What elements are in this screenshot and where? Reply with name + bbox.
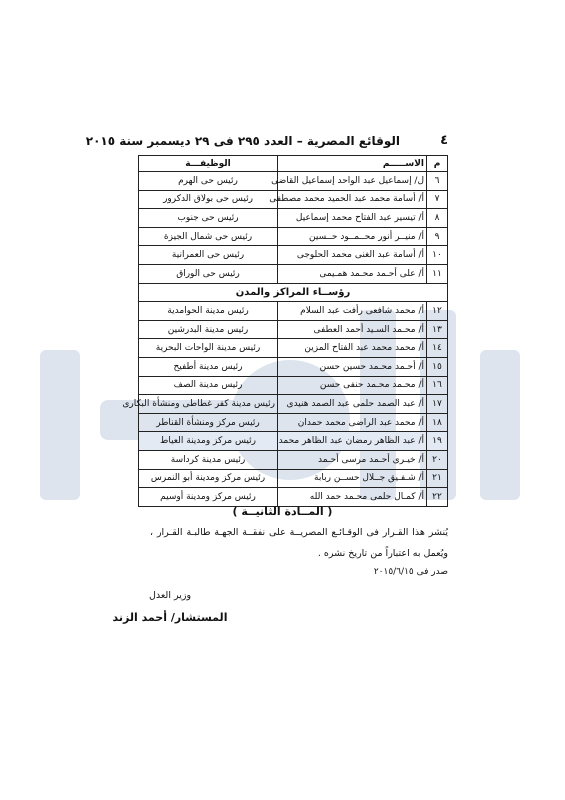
- issue-date: صدر فى ٢٠١٥/٦/١٥: [373, 567, 448, 577]
- col-number-header: م: [427, 156, 448, 172]
- table-row: [139, 413, 448, 432]
- row-number: ٨: [427, 209, 448, 228]
- row-name: أ/ تيسير عبد الفتاح محمد إسماعيل: [278, 209, 427, 228]
- row-number: ١٣: [427, 320, 448, 339]
- row-number: ١١: [427, 264, 448, 283]
- row-job: رئيس مدينة أطفيح: [139, 357, 278, 376]
- table-row: [139, 190, 448, 209]
- table-row: [139, 302, 448, 321]
- row-name: أ/ عبد الظاهر رمضان عبد الظاهر محمد: [278, 432, 427, 451]
- row-job: رئيس مركز ومنشأة القناطر: [139, 413, 278, 432]
- row-name: أ/ محمد شافعى رأفت عبد السلام: [278, 302, 427, 321]
- row-job: رئيس حى بولاق الدكرور: [139, 190, 278, 209]
- row-job: رئيس مدينة الواحات البحرية: [139, 339, 278, 358]
- table-row: [139, 209, 448, 228]
- row-name: أ/ شـفـيق جــلال حســن ربابة: [278, 469, 427, 488]
- row-name: ل/ إسماعيل عبد الواحد إسماعيل القاضى: [278, 172, 427, 191]
- table-row: [139, 376, 448, 395]
- row-number: ٧: [427, 190, 448, 209]
- row-job: رئيس حى العمرانية: [139, 246, 278, 265]
- row-number: ١٩: [427, 432, 448, 451]
- row-name: أ/ منيــر أنور محــمــود حــسين: [278, 227, 427, 246]
- row-number: ١٨: [427, 413, 448, 432]
- table-row: [139, 172, 448, 191]
- row-number: ٦: [427, 172, 448, 191]
- table-header-row: [139, 156, 448, 172]
- row-name: أ/ أحـمد محـمد حسين حسن: [278, 357, 427, 376]
- row-number: ١٤: [427, 339, 448, 358]
- section-title: رؤســاء المراكز والمدن: [139, 283, 448, 302]
- page-header: [85, 133, 448, 153]
- row-job: رئيس حى الوراق: [139, 264, 278, 283]
- row-number: ١٥: [427, 357, 448, 376]
- row-number: ٢٠: [427, 450, 448, 469]
- row-name: أ/ أسامة محمد عبد الحميد محمد مصطفى: [278, 190, 427, 209]
- col-name-header: الاســـــم: [278, 156, 427, 172]
- row-job: رئيس مدينة البدرشين: [139, 320, 278, 339]
- row-job: رئيس مدينة كرداسة: [139, 450, 278, 469]
- table-row: [139, 339, 448, 358]
- page-number: ٤: [440, 133, 448, 148]
- table-row: [139, 450, 448, 469]
- row-job: رئيس مدينة الصف: [139, 376, 278, 395]
- row-job: رئيس مركز ومدينة العياط: [139, 432, 278, 451]
- row-number: ١٠: [427, 246, 448, 265]
- article-line-2: ويُعمل به اعتباراً من تاريخ نشره .: [317, 548, 448, 559]
- row-number: ٢٢: [427, 488, 448, 507]
- row-name: أ/ على أحـمد محـمد همـيمى: [278, 264, 427, 283]
- row-name: أ/ محـمد السـيد أحمد العطفى: [278, 320, 427, 339]
- row-number: ٢١: [427, 469, 448, 488]
- article-body: [150, 522, 448, 564]
- city-rows: [122, 302, 448, 507]
- table-row: [139, 320, 448, 339]
- row-name: أ/ خيـرى أحـمد مرسى أحـمد: [278, 450, 427, 469]
- gazette-title: الوقائع المصرية – العدد ٢٩٥ فى ٢٩ ديسمبر سنة ٢٠١٥: [85, 134, 400, 148]
- row-name: أ/ محـمد محـمد حنفى حسن: [278, 376, 427, 395]
- row-job: رئيس مركز ومدينة أبو النمرس: [139, 469, 278, 488]
- signatory-name: المستشار/ أحمد الزند: [112, 611, 228, 624]
- row-name: أ/ محمد عبد الراضى محمد حمدان: [278, 413, 427, 432]
- row-job: رئيس حى الهرم: [139, 172, 278, 191]
- signatory-role: وزير العدل: [148, 590, 192, 601]
- row-name: أ/ كمـال حلمى محـمد حمد الله: [278, 488, 427, 507]
- table-row: [139, 264, 448, 283]
- table-row: [139, 395, 448, 414]
- table-row: [139, 357, 448, 376]
- row-job: رئيس مدينة كفر غطاطى ومنشأة البكارى: [139, 395, 278, 414]
- row-number: ١٧: [427, 395, 448, 414]
- table-row: [139, 246, 448, 265]
- article-title: ( المــادة الثانيــة ): [232, 505, 333, 518]
- row-number: ١٢: [427, 302, 448, 321]
- row-name: أ/ أسامة عبد الغنى محمد الحلوجى: [278, 246, 427, 265]
- row-job: رئيس مركز ومدينة أوسيم: [139, 488, 278, 507]
- row-name: أ/ عبد الصمد حلمى عبد الصمد هنيدى: [278, 395, 427, 414]
- table-row: [139, 488, 448, 507]
- district-rows: [139, 172, 448, 284]
- article-line-1: يُنشر هذا القـرار فى الوقـائـع المصريــة على نفقــة الجهـة طالبـة القـرار ،: [150, 527, 448, 538]
- row-job: رئيس حى شمال الجيزة: [139, 227, 278, 246]
- row-number: ١٦: [427, 376, 448, 395]
- table-row: [139, 227, 448, 246]
- section-row: [139, 283, 448, 302]
- row-job: رئيس حى جنوب: [139, 209, 278, 228]
- table-row: [139, 432, 448, 451]
- appointments-table: [122, 155, 448, 507]
- row-job: رئيس مدينة الحوامدية: [139, 302, 278, 321]
- col-job-header: الوظيفـــة: [139, 156, 278, 172]
- row-name: أ/ محمد محمد عبد الفتاح المزين: [278, 339, 427, 358]
- row-number: ٩: [427, 227, 448, 246]
- table-row: [139, 469, 448, 488]
- signature-block: [110, 590, 230, 624]
